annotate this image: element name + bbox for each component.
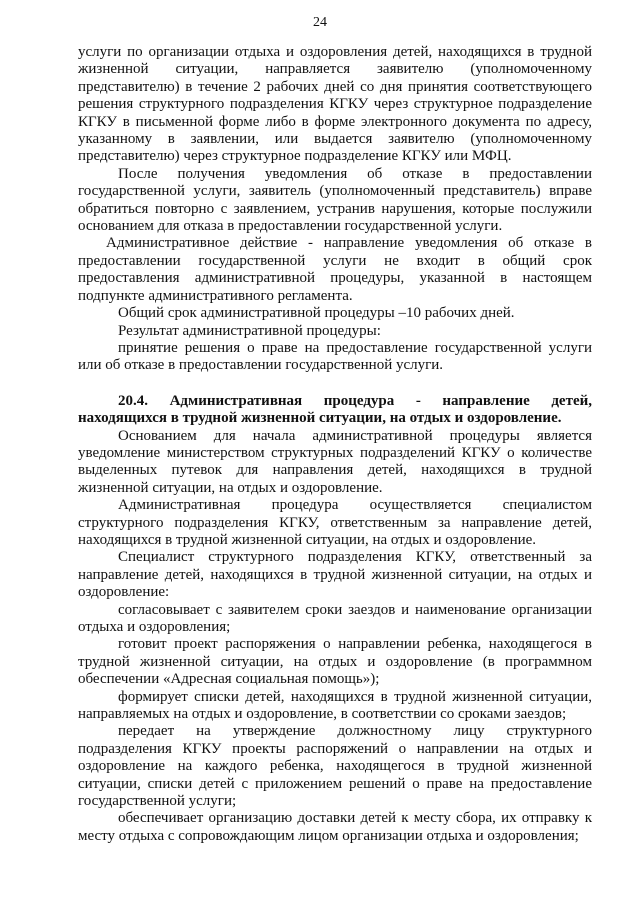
list-item-form-lists: формирует списки детей, находящихся в трудной жизненной ситуации, направляемых на отдых и оздоровление, в соответствии со сроками заездов; xyxy=(78,688,592,723)
paragraph-specialist: Специалист структурного подразделения КГКУ, ответственный за направление детей, находящихся в трудной жизненной ситуации, на отдых и оздоровление: xyxy=(78,549,592,601)
paragraph-admin-action: Административное действие - направление уведомления об отказе в предоставлении государственной услуги не входит в общий срок предоставления административной процедуры, указанной в настоящем подпункте административного регламента. xyxy=(78,235,592,304)
paragraph-result-text: принятие решения о праве на предоставление государственной услуги или об отказе в предоставлении государственной услуги. xyxy=(78,339,592,374)
list-item-delivery: обеспечивает организацию доставки детей к месту сбора, их отправку к месту отдыха с сопровождающим лицом организации отдыха и оздоровления; xyxy=(78,810,592,844)
document-body xyxy=(78,44,592,845)
paragraph-result-label: Результат административной процедуры: xyxy=(118,322,381,339)
list-item-prepare-order: готовит проект распоряжения о направлении ребенка, находящегося в трудной жизненной ситуации, на отдых и оздоровление (в программном обеспечении «Адресная социальная помощь»); xyxy=(78,636,592,688)
list-item-submit-approval: передает на утверждение должностному лицу структурного подразделения КГКУ проекты распоряжений о направлении на отдых и оздоровление на каждого ребенка, находящегося в трудной жизненной ситуации, списки детей с приложением решений о праве на предоставление государственной услуги; xyxy=(78,723,592,810)
paragraph-repeat-application: После получения уведомления об отказе в предоставлении государственной услуги, заявитель (уполномоченный представитель) вправе обратиться повторно с заявлением, устранив нарушения, которые послужили основанием для отказа в предоставлении государственной услуги. xyxy=(78,165,592,235)
section-heading-20-4: 20.4. Административная процедура - направление детей, находящихся в трудной жизненной ситуации, на отдых и оздоровление. xyxy=(78,392,592,427)
paragraph-total-term: Общий срок административной процедуры –10 рабочих дней. xyxy=(118,305,515,322)
paragraph-notice-delivery: услуги по организации отдыха и оздоровления детей, находящихся в трудной жизненной ситуации, направляется заявителю (уполномоченному представителю) в течение 2 рабочих дней со дня принятия соответствующего решения структурного подразделения КГКУ через структурное подразделение КГКУ в письменной форме либо в форме электронного документа по адресу, указанному в заявлении, или выдается заявителю (уполномоченному представителю) через структурное подразделение КГКУ или МФЦ. xyxy=(78,44,592,165)
list-item-agree-dates: согласовывает с заявителем сроки заездов и наименование организации отдыха и оздоровления; xyxy=(78,601,592,635)
paragraph-basis: Основанием для начала административной процедуры является уведомление министерством структурных подразделений КГКУ о количестве выделенных путевок для направления детей, находящихся в трудной жизненной ситуации, на отдых и оздоровление. xyxy=(78,427,592,496)
page-number: 24 xyxy=(313,15,327,30)
paragraph-performer: Административная процедура осуществляется специалистом структурного подразделения КГКУ, ответственным за направление детей, находящихся в трудной жизненной ситуации, на отдых и оздоровление. xyxy=(78,497,592,548)
